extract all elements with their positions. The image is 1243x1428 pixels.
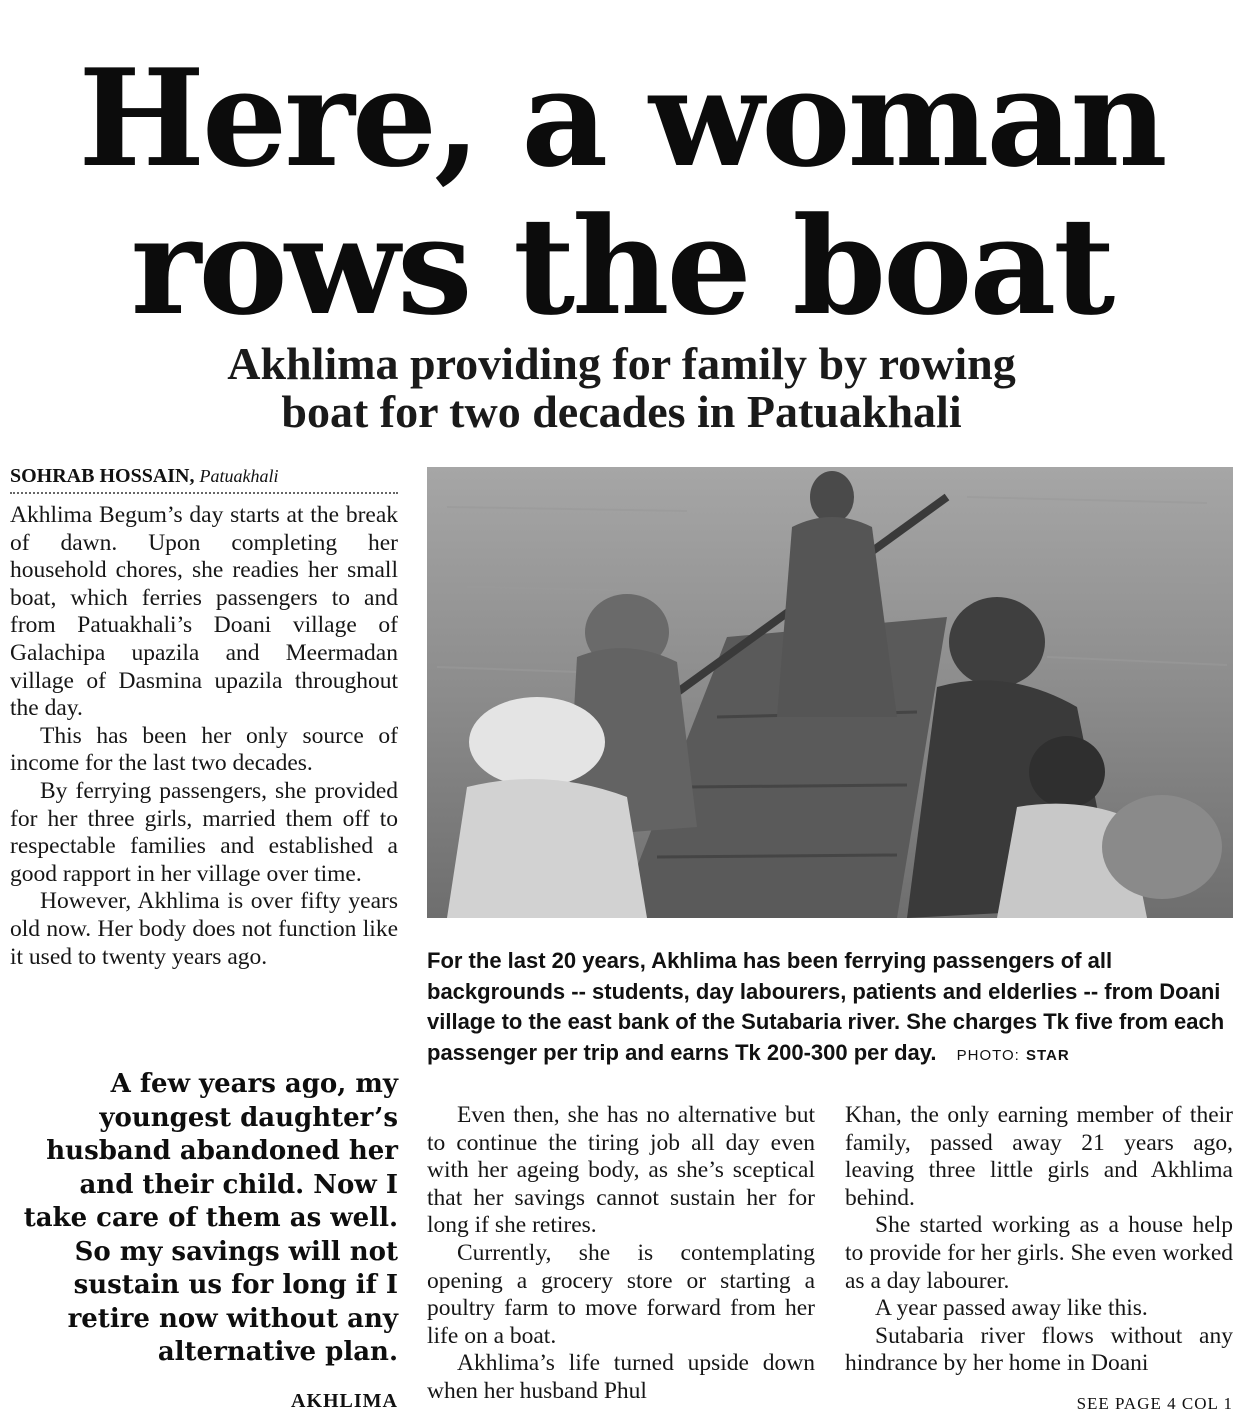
subheadline — [0, 340, 1243, 436]
headline-line-2: rows the boat — [130, 187, 1113, 345]
pull-quote-line: take care of them as well. — [23, 1203, 398, 1233]
paragraph: Sutabaria river flows without any hindrance by her home in Doani — [845, 1322, 1233, 1377]
photo-credit-label: PHOTO: — [956, 1046, 1020, 1064]
left-column-text — [10, 502, 398, 971]
byline-author: SOHRAB HOSSAIN, — [10, 465, 195, 487]
photo-caption — [427, 946, 1233, 1071]
paragraph: Currently, she is contemplating opening a grocery store or starting a poultry farm to move forward from her life on a boat. — [427, 1239, 815, 1349]
paragraph: Akhlima Begum’s day starts at the break of dawn. Upon completing her household chores, she readies her small boat, which ferries passengers to and from Patuakhali’s Doani village of Galachipa upazila and Meermadan village of Dasmina upazila throughout the day. — [10, 502, 398, 722]
paragraph: This has been her only source of income for the last two decades. — [10, 722, 398, 777]
byline — [10, 462, 398, 490]
pull-quote-line: A few years ago, my — [110, 1069, 398, 1099]
paragraph: However, Akhlima is over fifty years old now. Her body does not function like it used to twenty years ago. — [10, 888, 398, 970]
pull-quote-line: So my savings will not — [74, 1236, 398, 1267]
paragraph: Akhlima’s life turned upside down when her husband Phul — [427, 1350, 815, 1404]
headline-line-1: Here, a woman — [78, 39, 1165, 197]
byline-location: Patuakhali — [199, 466, 279, 486]
pull-quote-line: alternative plan. — [157, 1337, 398, 1367]
pull-quote — [10, 1068, 398, 1370]
pull-quote-line: youngest daughter’s — [99, 1102, 398, 1133]
boat-photo-illustration — [427, 467, 1233, 918]
paragraph: She started working as a house help to provide for her girls. She even worked as a day labourer. — [845, 1212, 1233, 1294]
headline — [0, 39, 1243, 345]
photo-credit-name: STAR — [1025, 1046, 1070, 1064]
right-column — [845, 1102, 1233, 1378]
middle-column — [427, 1102, 815, 1406]
pull-quote-line: sustain us for long if I — [73, 1270, 398, 1300]
continuation-note: SEE PAGE 4 COL 1 — [1076, 1394, 1233, 1413]
left-column — [10, 462, 398, 971]
subhead-line-2: boat for two decades in Patuakhali — [281, 386, 962, 437]
byline-divider — [10, 492, 398, 494]
paragraph: By ferrying passengers, she provided for her three girls, married them off to respectable families and established a good rapport in her village over time. — [10, 777, 398, 887]
pull-quote-line: retire now without any — [67, 1303, 398, 1334]
subhead-line-1: Akhlima providing for family by rowing — [227, 338, 1016, 389]
paragraph: A year passed away like this. — [875, 1295, 1148, 1322]
pull-quote-line: and their child. Now I — [79, 1169, 398, 1200]
paragraph: Khan, the only earning member of their family, passed away 21 years ago, leaving three little girls and Akhlima behind. — [845, 1102, 1233, 1211]
pull-quote-line: husband abandoned her — [46, 1136, 398, 1166]
paragraph: Even then, she has no alternative but to continue the tiring job all day even with her ageing body, as she’s sceptical that her savings cannot sustain her for long if she retires. — [427, 1102, 815, 1239]
pull-quote-attribution: AKHLIMA — [291, 1390, 398, 1412]
photo-caption-text: For the last 20 years, Akhlima has been ferrying passengers of all backgrounds -- students, day labourers, patients and elderlies -- from Doani village to the east bank of the Sutabaria river. She charges Tk five from each passenger per trip and earns Tk 200-300 per day. — [427, 948, 1225, 1065]
boat-photo — [427, 467, 1233, 918]
